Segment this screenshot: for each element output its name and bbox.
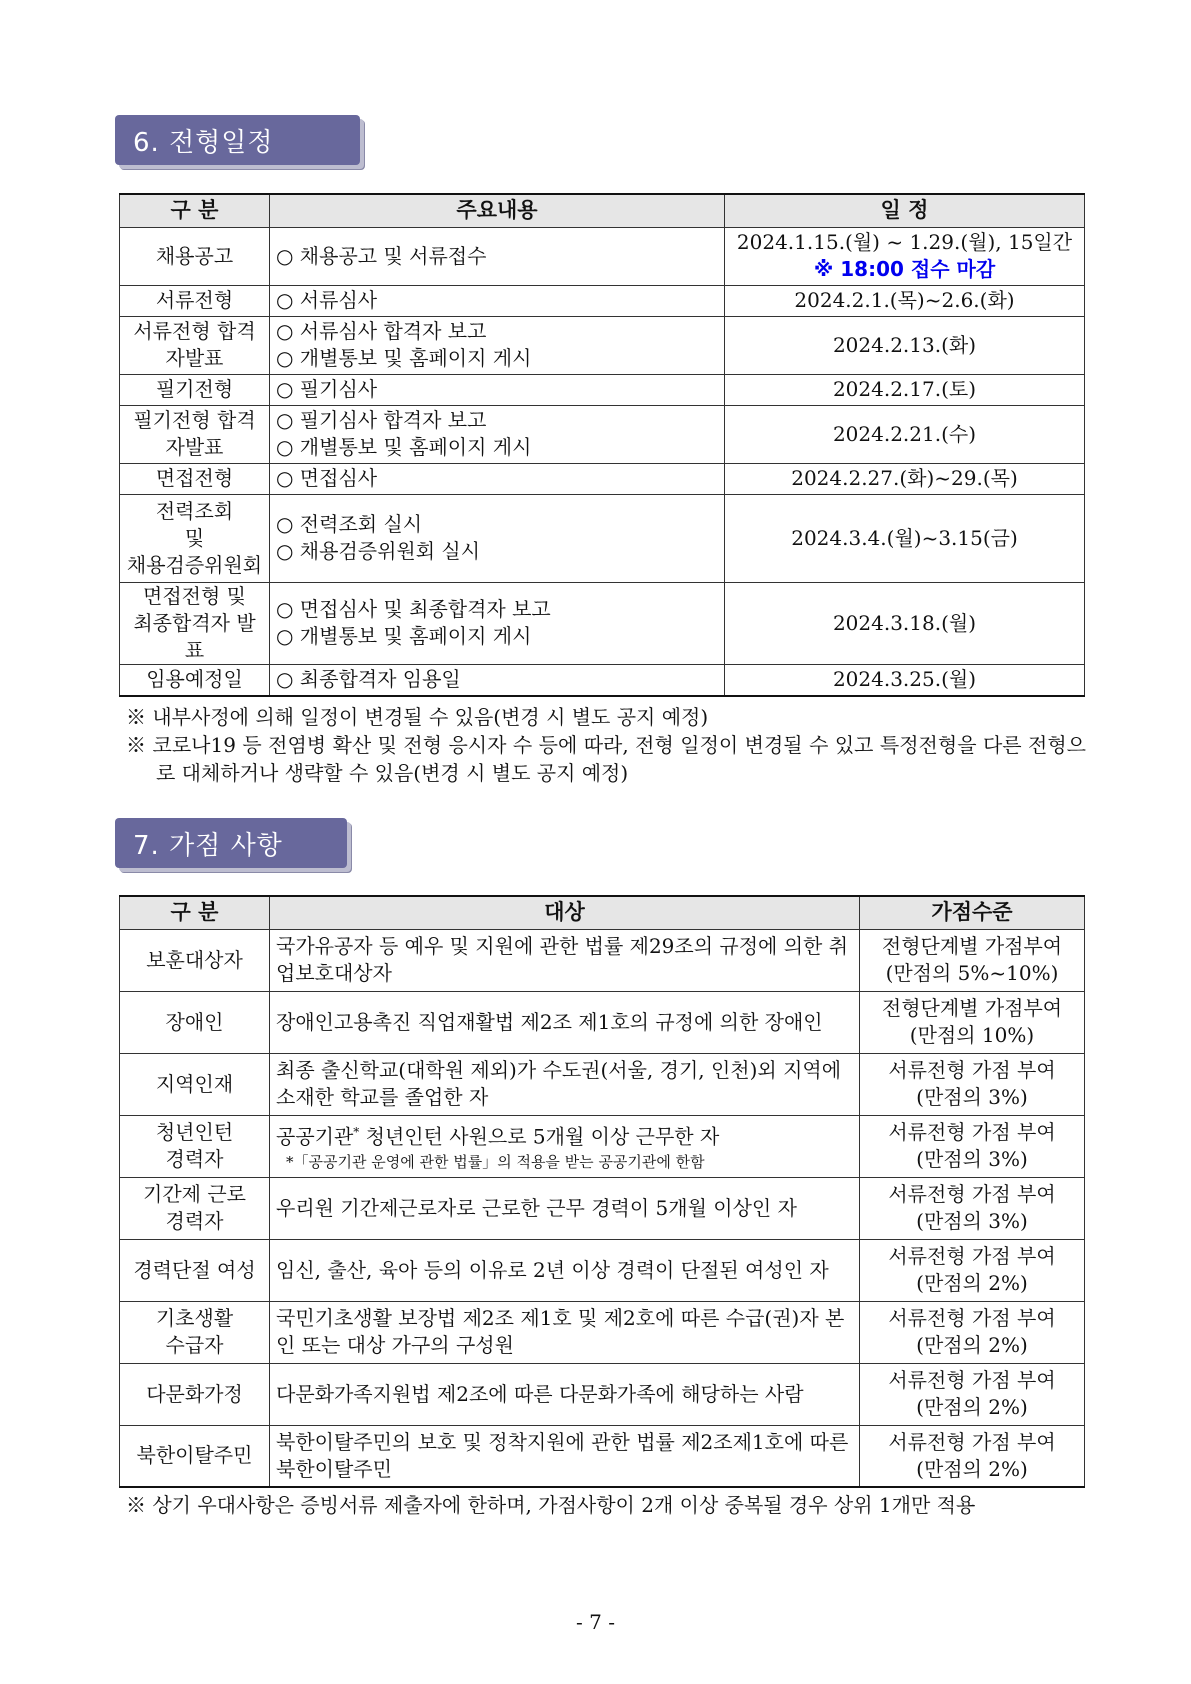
row-category: 지역인재 bbox=[120, 1053, 270, 1115]
row-date: 2024.2.1.(목)~2.6.(화) bbox=[725, 285, 1085, 316]
row-category: 북한이탈주민 bbox=[120, 1425, 270, 1487]
row-level: 서류전형 가점 부여 (만점의 2%) bbox=[860, 1425, 1085, 1487]
row-level: 서류전형 가점 부여 (만점의 2%) bbox=[860, 1363, 1085, 1425]
date-text: 2024.1.15.(월) ~ 1.29.(월), 15일간 bbox=[736, 230, 1073, 254]
row-category: 기간제 근로 경력자 bbox=[120, 1177, 270, 1239]
target-text: 공공기관 bbox=[276, 1124, 354, 1149]
row-date bbox=[725, 227, 1085, 285]
row-category: 서류전형 bbox=[120, 285, 270, 316]
row-category: 보훈대상자 bbox=[120, 929, 270, 991]
table-row bbox=[120, 991, 1085, 1053]
bonus-points-table bbox=[119, 895, 1085, 1488]
table-row bbox=[120, 227, 1085, 285]
note: ※ 코로나19 등 전염병 확산 및 전형 응시자 수 등에 따라, 전형 일정이 변경될 수 있고 특정전형을 다른 전형으로 대체하거나 생략할 수 있음(변경 시 별도 공지 예정) bbox=[126, 733, 1086, 785]
table-row bbox=[120, 1053, 1085, 1115]
row-category: 장애인 bbox=[120, 991, 270, 1053]
row-date: 2024.3.25.(월) bbox=[725, 664, 1085, 696]
row-level: 전형단계별 가점부여 (만점의 10%) bbox=[860, 991, 1085, 1053]
row-date: 2024.2.27.(화)~29.(목) bbox=[725, 463, 1085, 494]
target-footnote: *「공공기관 운영에 관한 법률」의 적용을 받는 공공기관에 한함 bbox=[286, 1152, 705, 1171]
footnote-mark: * bbox=[353, 1125, 360, 1140]
row-target: 국민기초생활 보장법 제2조 제1호 및 제2호에 따른 수급(권)자 본인 또는 대상 가구의 구성원 bbox=[270, 1301, 860, 1363]
table-row bbox=[120, 1115, 1085, 1177]
header-date: 일 정 bbox=[725, 194, 1085, 227]
bonus-notes bbox=[126, 1491, 1086, 1519]
note: ※ 내부사정에 의해 일정이 변경될 수 있음(변경 시 별도 공지 예정) bbox=[126, 705, 709, 729]
row-content: ○ 필기심사 합격자 보고 ○ 개별통보 및 홈페이지 게시 bbox=[270, 405, 725, 463]
table-row bbox=[120, 664, 1085, 696]
row-level: 서류전형 가점 부여 (만점의 3%) bbox=[860, 1053, 1085, 1115]
row-content: ○ 면접심사 및 최종합격자 보고 ○ 개별통보 및 홈페이지 게시 bbox=[270, 582, 725, 664]
header-category: 구 분 bbox=[120, 194, 270, 227]
table-row bbox=[120, 463, 1085, 494]
section-title-bonus: 7. 가점 사항 bbox=[115, 818, 347, 868]
row-target: 최종 출신학교(대학원 제외)가 수도권(서울, 경기, 인천)외 지역에 소재한 학교를 졸업한 자 bbox=[270, 1053, 860, 1115]
row-target bbox=[270, 1115, 860, 1177]
row-content: ○ 최종합격자 임용일 bbox=[270, 664, 725, 696]
table-header-row bbox=[120, 194, 1085, 227]
table-row bbox=[120, 929, 1085, 991]
table-row bbox=[120, 374, 1085, 405]
target-text-rest: 청년인턴 사원으로 5개월 이상 근무한 자 bbox=[359, 1124, 720, 1149]
row-category: 다문화가정 bbox=[120, 1363, 270, 1425]
row-target: 장애인고용촉진 직업재활법 제2조 제1호의 규정에 의한 장애인 bbox=[270, 991, 860, 1053]
row-target: 임신, 출산, 육아 등의 이유로 2년 이상 경력이 단절된 여성인 자 bbox=[270, 1239, 860, 1301]
row-level: 서류전형 가점 부여 (만점의 3%) bbox=[860, 1115, 1085, 1177]
row-date: 2024.2.13.(화) bbox=[725, 316, 1085, 374]
schedule-table bbox=[119, 193, 1085, 697]
row-target: 우리원 기간제근로자로 근로한 근무 경력이 5개월 이상인 자 bbox=[270, 1177, 860, 1239]
table-row bbox=[120, 405, 1085, 463]
table-header-row bbox=[120, 896, 1085, 929]
row-level: 전형단계별 가점부여 (만점의 5%~10%) bbox=[860, 929, 1085, 991]
table-row bbox=[120, 316, 1085, 374]
header-category: 구 분 bbox=[120, 896, 270, 929]
row-date: 2024.2.21.(수) bbox=[725, 405, 1085, 463]
row-category: 전력조회 및 채용검증위원회 bbox=[120, 494, 270, 582]
table-row bbox=[120, 1363, 1085, 1425]
table-row bbox=[120, 285, 1085, 316]
table-row bbox=[120, 1301, 1085, 1363]
row-content: ○ 면접심사 bbox=[270, 463, 725, 494]
header-level: 가점수준 bbox=[860, 896, 1085, 929]
section-title-schedule: 6. 전형일정 bbox=[115, 115, 360, 165]
row-date: 2024.3.18.(월) bbox=[725, 582, 1085, 664]
table-row bbox=[120, 1425, 1085, 1487]
table-row bbox=[120, 494, 1085, 582]
row-target: 다문화가족지원법 제2조에 따른 다문화가족에 해당하는 사람 bbox=[270, 1363, 860, 1425]
row-category: 채용공고 bbox=[120, 227, 270, 285]
note: ※ 상기 우대사항은 증빙서류 제출자에 한하며, 가점사항이 2개 이상 중복될 경우 상위 1개만 적용 bbox=[126, 1493, 976, 1517]
row-category: 면접전형 bbox=[120, 463, 270, 494]
row-category: 임용예정일 bbox=[120, 664, 270, 696]
table-row bbox=[120, 582, 1085, 664]
row-target: 북한이탈주민의 보호 및 정착지원에 관한 법률 제2조제1호에 따른 북한이탈주민 bbox=[270, 1425, 860, 1487]
header-content: 주요내용 bbox=[270, 194, 725, 227]
row-date: 2024.3.4.(월)~3.15(금) bbox=[725, 494, 1085, 582]
row-date: 2024.2.17.(토) bbox=[725, 374, 1085, 405]
row-category: 면접전형 및 최종합격자 발표 bbox=[120, 582, 270, 664]
row-category: 서류전형 합격자발표 bbox=[120, 316, 270, 374]
row-target: 국가유공자 등 예우 및 지원에 관한 법률 제29조의 규정에 의한 취업보호대상자 bbox=[270, 929, 860, 991]
page-number: - 7 - bbox=[576, 1610, 615, 1634]
row-level: 서류전형 가점 부여 (만점의 3%) bbox=[860, 1177, 1085, 1239]
table-row bbox=[120, 1177, 1085, 1239]
row-content: ○ 전력조회 실시 ○ 채용검증위원회 실시 bbox=[270, 494, 725, 582]
row-category: 청년인턴 경력자 bbox=[120, 1115, 270, 1177]
row-level: 서류전형 가점 부여 (만점의 2%) bbox=[860, 1239, 1085, 1301]
header-target: 대상 bbox=[270, 896, 860, 929]
row-content: ○ 채용공고 및 서류접수 bbox=[270, 227, 725, 285]
table-row bbox=[120, 1239, 1085, 1301]
row-category: 필기전형 bbox=[120, 374, 270, 405]
deadline-note: ※ 18:00 접수 마감 bbox=[813, 257, 996, 281]
row-category: 기초생활 수급자 bbox=[120, 1301, 270, 1363]
row-category: 필기전형 합격자발표 bbox=[120, 405, 270, 463]
row-level: 서류전형 가점 부여 (만점의 2%) bbox=[860, 1301, 1085, 1363]
row-content: ○ 서류심사 합격자 보고 ○ 개별통보 및 홈페이지 게시 bbox=[270, 316, 725, 374]
row-content: ○ 필기심사 bbox=[270, 374, 725, 405]
row-category: 경력단절 여성 bbox=[120, 1239, 270, 1301]
row-content: ○ 서류심사 bbox=[270, 285, 725, 316]
schedule-notes bbox=[126, 703, 1086, 787]
